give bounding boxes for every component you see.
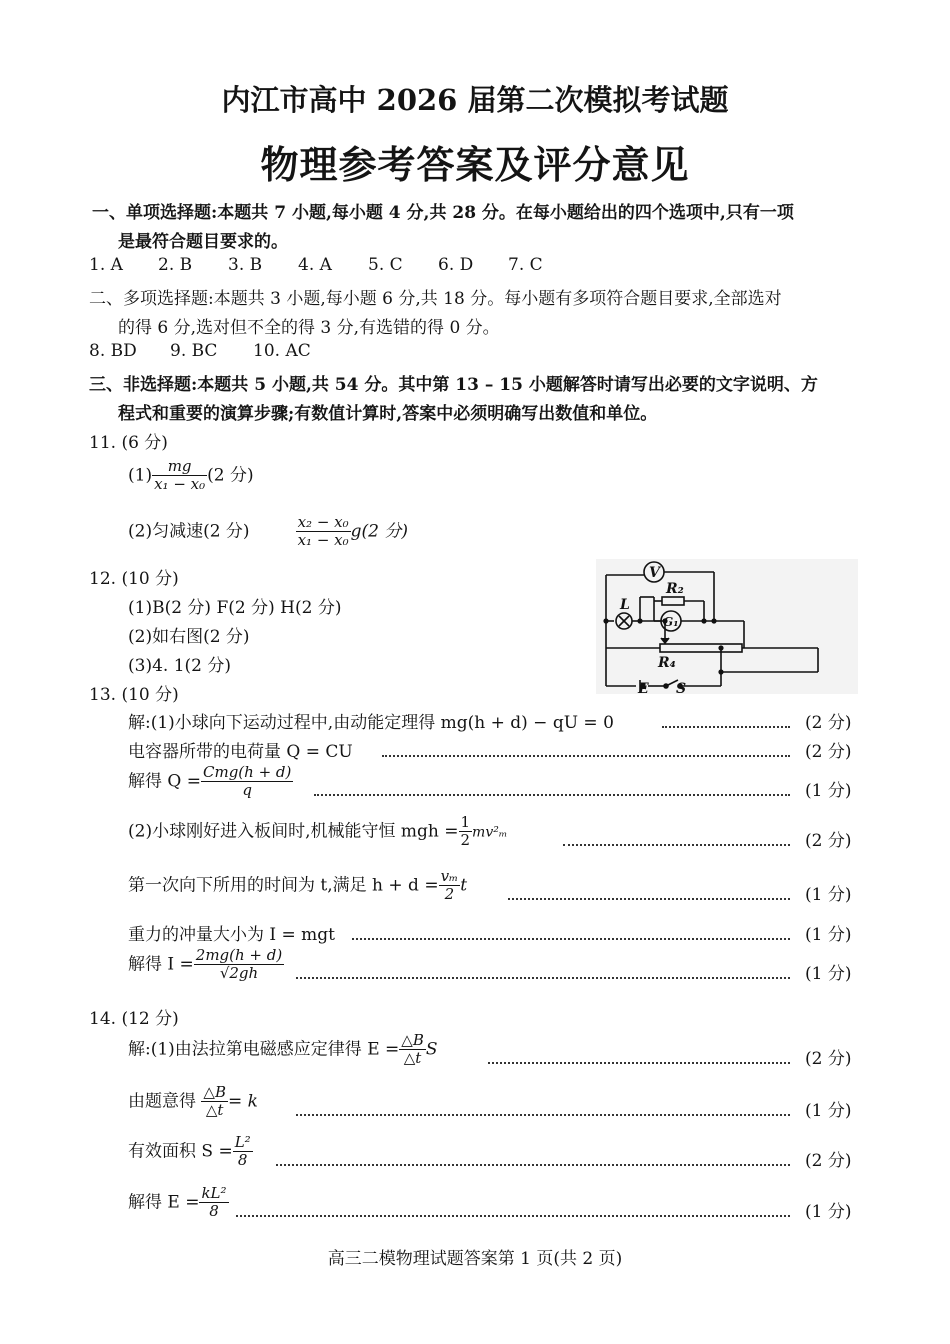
fraction-numerator: L²	[234, 1133, 251, 1151]
fraction-denominator: 8	[233, 1151, 253, 1169]
q12-line3: (3)4. 1(2 分)	[128, 656, 232, 676]
section1-heading: 一、单项选择题:本题共 7 小题,每小题 4 分,共 28 分。在每小题给出的四个选项中,只有一项	[92, 203, 794, 223]
q14-step: 解得 E = $\frac{\text{kL²}}{8}$	[128, 1184, 227, 1221]
section2-heading: 二、多项选择题:本题共 3 小题,每小题 6 分,共 18 分。每小题有多项符合题目要求,全部选对	[89, 289, 782, 309]
circuit-diagram	[596, 559, 858, 694]
leader-dots	[488, 1062, 790, 1064]
mc-answer: 6. D	[438, 255, 474, 275]
leader-dots	[314, 794, 790, 796]
leader-dots	[382, 755, 790, 757]
q13-step: (2)小球刚好进入板间时,机械能守恒 mgh = $\frac{1}{2}$ mv²ₘ	[128, 813, 508, 850]
voltmeter-label: V	[649, 565, 660, 581]
mc-answer: 1. A	[89, 255, 123, 275]
mc-answer: 7. C	[508, 255, 543, 275]
mc-answer: 2. B	[158, 255, 193, 275]
circuit-svg	[596, 559, 858, 694]
leader-dots	[352, 938, 790, 940]
score: (1 分)	[805, 1101, 852, 1121]
score: (1 分)	[805, 1202, 852, 1222]
leader-dots	[662, 726, 790, 728]
leader-dots	[508, 898, 790, 900]
q13-step: 电容器所带的电荷量 Q = CU	[128, 742, 353, 762]
q13-label: 13. (10 分)	[89, 685, 179, 705]
q13-step: 解得 I = $\frac{2mg(h + d)}{√2gh}$	[128, 946, 283, 983]
multi-answer: 8. BD	[89, 341, 137, 361]
mc-answer: 5. C	[368, 255, 403, 275]
score: (1 分)	[805, 885, 852, 905]
leader-dots	[276, 1164, 790, 1166]
section3-heading: 三、非选择题:本题共 5 小题,共 54 分。其中第 13 – 15 小题解答时请写出必要的文字说明、方	[89, 375, 818, 395]
answer-key-title: 物理参考答案及评分意见	[260, 142, 690, 187]
score: (2 分)	[805, 1049, 852, 1069]
g1-label: G₁	[663, 615, 679, 629]
q13-step: 第一次向下所用的时间为 t,满足 h + d = $\frac{\text{vₘ}}{2}$ t	[128, 867, 468, 904]
score: (2 分)	[805, 1151, 852, 1171]
score: (2 分)	[805, 742, 852, 762]
fraction-numerator: 1	[460, 813, 471, 831]
lamp-label: L	[620, 597, 630, 613]
score: (2 分)	[805, 713, 852, 733]
fraction-denominator: x₁ − x₀	[154, 475, 206, 494]
leader-dots	[236, 1215, 790, 1217]
fraction-denominator: 2	[439, 885, 461, 903]
leader-dots	[296, 977, 790, 979]
section2-heading-cont: 的得 6 分,选对但不全的得 3 分,有选错的得 0 分。	[118, 318, 500, 338]
switch-label: S	[676, 681, 687, 694]
leader-dots	[563, 844, 790, 846]
q11-label: 11. (6 分)	[89, 433, 168, 453]
fraction-denominator: 8	[199, 1202, 228, 1220]
fraction-denominator: q	[201, 781, 293, 799]
fraction-numerator: △B	[401, 1031, 424, 1049]
page-footer: 高三二模物理试题答案第 1 页(共 2 页)	[327, 1249, 623, 1269]
fraction-numerator: mg	[167, 457, 192, 475]
section3-heading-cont: 程式和重要的演算步骤;有数值计算时,答案中必须明确写出数值和单位。	[118, 404, 658, 424]
q13-step: 解得 Q = $\frac{\text{Cmg(h + d)}}{q}$	[128, 763, 292, 800]
score: (2 分)	[805, 831, 852, 851]
r4-label: R₄	[658, 655, 676, 671]
multi-answer: 9. BC	[170, 341, 218, 361]
fraction-numerator: △B	[203, 1083, 226, 1101]
leader-dots	[296, 1114, 790, 1116]
q14-step: 有效面积 S = $\frac{\text{L²}}{8}$	[128, 1133, 251, 1170]
score: (1 分)	[805, 964, 852, 984]
battery-label: E	[638, 681, 649, 694]
q12-line1: (1)B(2 分) F(2 分) H(2 分)	[128, 598, 342, 618]
fraction-numerator: Cmg(h + d)	[203, 763, 292, 781]
fraction-denominator: x₁ − x₀	[297, 531, 349, 550]
section1-heading-cont: 是最符合题目要求的。	[118, 232, 288, 252]
q13-step: 解:(1)小球向下运动过程中,由动能定理得 mg(h + d) − qU = 0	[128, 713, 614, 733]
score: (1 分)	[805, 781, 852, 801]
fraction-numerator: vₘ	[440, 867, 459, 885]
q11-part2: (2)匀减速(2 分) $\frac{\text{x₂ − x₀}}{\text{x₁ − x₀}}$ g(2 分)	[128, 513, 409, 550]
multi-answer: 10. AC	[253, 341, 311, 361]
mc-answer: 4. A	[298, 255, 332, 275]
r2-label: R₂	[666, 581, 684, 597]
fraction-denominator: △t	[201, 1101, 228, 1119]
q14-step: 解:(1)由法拉第电磁感应定律得 E = $\frac{\triangle B}{\triangle t}$ S	[128, 1031, 438, 1068]
q11-part1: (1) $\frac{mg}{\text{x₁ − x₀}}$ (2 分)	[128, 457, 254, 494]
fraction-numerator: x₂ − x₀	[297, 513, 349, 531]
fraction-denominator: √2gh	[194, 964, 284, 982]
q14-label: 14. (12 分)	[89, 1009, 179, 1029]
fraction-numerator: kL²	[201, 1184, 227, 1202]
q14-step: 由题意得 $\frac{\triangle B}{\triangle t}$ = k	[128, 1083, 258, 1120]
mc-answer: 3. B	[228, 255, 263, 275]
fraction-denominator: 2	[460, 831, 471, 850]
score: (1 分)	[805, 925, 852, 945]
exam-title: 内江市高中 2026 届第二次模拟考试题	[221, 83, 729, 117]
fraction-denominator: △t	[399, 1049, 426, 1067]
q12-label: 12. (10 分)	[89, 569, 179, 589]
q12-line2: (2)如右图(2 分)	[128, 627, 250, 647]
fraction-numerator: 2mg(h + d)	[195, 946, 283, 964]
q13-step: 重力的冲量大小为 I = mgt	[128, 925, 336, 945]
